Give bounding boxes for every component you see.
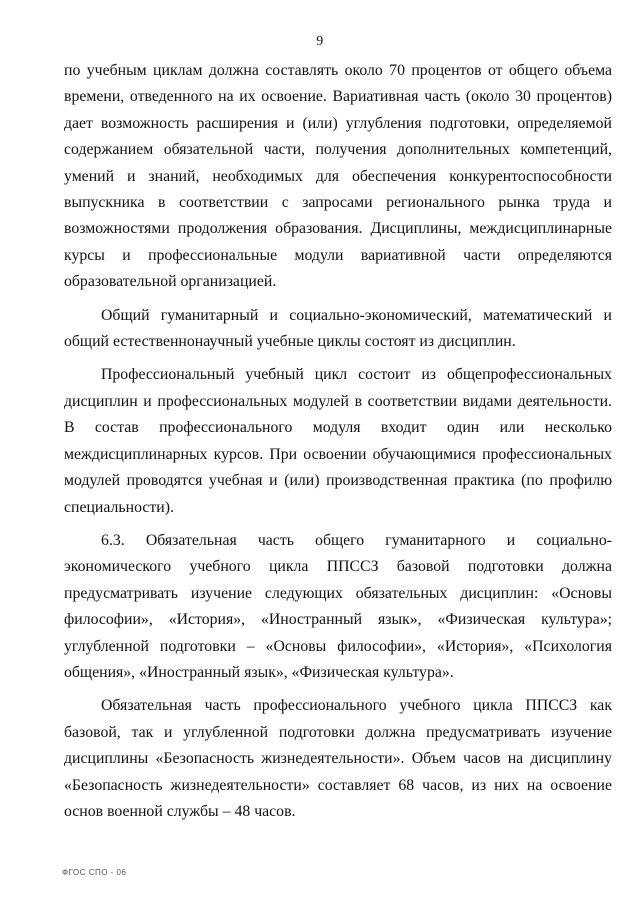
page-number: 9: [316, 34, 324, 49]
paragraph-life-safety: Обязательная часть профессионального учебного цикла ППССЗ как базовой, так и углубленной подготовки должна предусматривать изучение дисциплины «Безопасность жизнедеятельности». Объем часов на дисциплину «Безопасность жизнедеятельности» составляет 68 часов, из них на освоение основ военной службы – 48 часов.: [64, 697, 612, 820]
paragraph-6-3: 6.3. Обязательная часть общего гуманитарного и социально-экономического учебного цикла ППССЗ базовой подготовки должна предусматривать изучение следующих обязательных дисциплин: «Основы философии», «История», «Иностранный язык», «Физическая культура»; углубленной подготовки – «Основы философии», «История», «Психология общения», «Иностранный язык», «Физическая культура».: [64, 531, 612, 681]
footer-mark: ФГОС СПО - 06: [62, 868, 127, 877]
document-body: [64, 58, 612, 825]
paragraph-continuation: по учебным циклам должна составлять около 70 процентов от общего объема времени, отведенного на их освоение. Вариативная часть (около 30 процентов) дает возможность расширения и (или) углубления подготовки, определяемой содержанием обязательной части, получения дополнительных компетенций, умений и знаний, необходимых для обеспечения конкурентоспособности выпускника в соответствии с запросами регионального рынка труда и возможностями продолжения образования. Дисциплины, междисциплинарные курсы и профессиональные модули вариативной части определяются образовательной организацией.: [64, 62, 612, 291]
paragraph-professional-cycle: Профессиональный учебный цикл состоит из общепрофессиональных дисциплин и профессиональных модулей в соответствии видами деятельности. В состав профессионального модуля входит один или несколько междисциплинарных курсов. При освоении обучающимися профессиональных модулей проводятся учебная и (или) производственная практика (по профилю специальности).: [64, 366, 612, 516]
paragraph-general-cycles: Общий гуманитарный и социально-экономический, математический и общий естественнонаучный учебные циклы состоят из дисциплин.: [64, 306, 612, 351]
